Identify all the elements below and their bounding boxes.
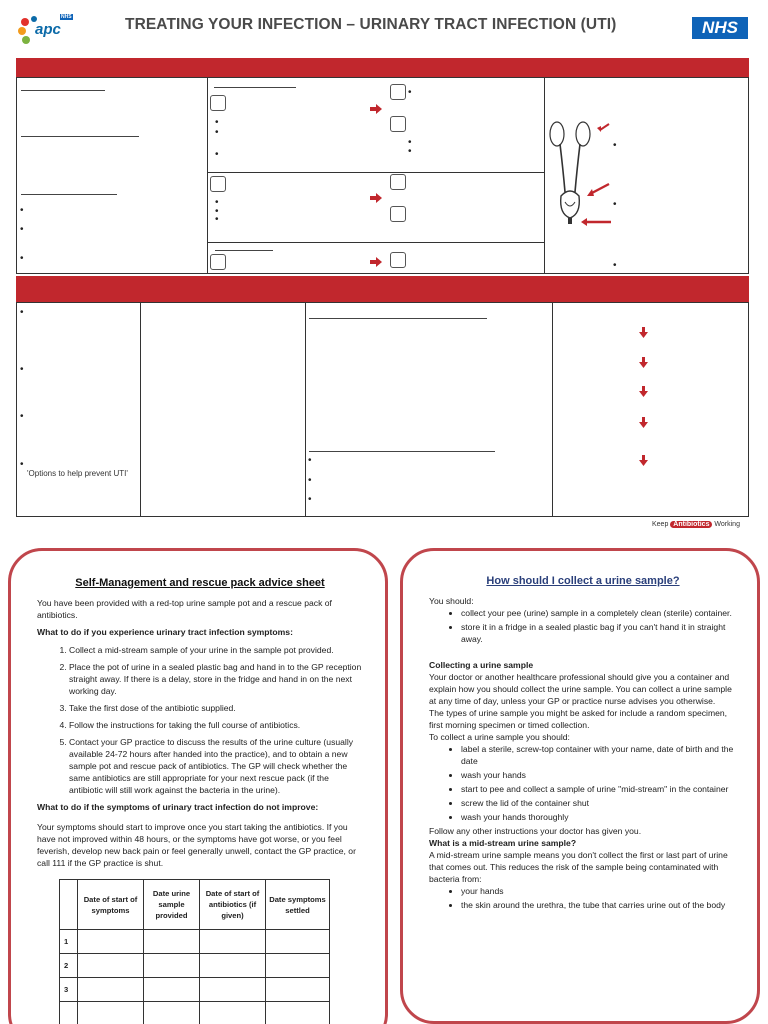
arrow-right-icon (370, 257, 382, 267)
list-item: • label a sterile, screw-top container with your name, date of birth and the date (461, 743, 737, 767)
arrow-down-icon (639, 386, 648, 397)
nhs-logo: NHS (692, 17, 748, 39)
checkbox[interactable] (390, 84, 406, 100)
list-item: • your hands (461, 885, 737, 897)
urinary-tract-icon (545, 114, 615, 234)
arrow-down-icon (639, 417, 648, 428)
table-row: 2 (60, 954, 330, 978)
checkbox[interactable] (210, 254, 226, 270)
list-item: • collect your pee (urine) sample in a completely clean (sterile) container. (461, 607, 737, 619)
list-item: 5. Contact your GP practice to discuss the results of the urine culture (usually available 24-72 hours after handed into the practice), and to obtain a new sample pot and rescue pack of antibiotics. The GP will check whether the same antibiotics are still appropriate for your next rescue pack (if the antibiotic will still work against the bacteria in the urine). (69, 736, 363, 796)
list-item: 3. Take the first dose of the antibiotic supplied. (69, 702, 363, 714)
keep-antibiotics-working-logo: Keep Antibiotics Working (652, 521, 740, 528)
list-item: 2. Place the pot of urine in a sealed plastic bag and hand in to the GP reception straight away. If there is a delay, store in the fridge and hand in on the next working day. (69, 661, 363, 697)
list-item: • wash your hands (461, 769, 737, 781)
urine-sample-card (400, 548, 760, 1024)
self-management-card (8, 548, 388, 1024)
arrow-down-icon (639, 455, 648, 466)
checkbox[interactable] (390, 174, 406, 190)
logo-badge: NHS (61, 14, 72, 20)
page-title: TREATING YOUR INFECTION – URINARY TRACT INFECTION (UTI) (125, 16, 617, 33)
logo-text: apc (35, 21, 61, 38)
table-row (60, 1002, 330, 1024)
collecting-heading: Collecting a urine sample (429, 660, 534, 670)
table-header: Date symptoms settled (266, 880, 330, 930)
list-item: • wash your hands thoroughly (461, 811, 737, 823)
steps-list (37, 644, 363, 796)
bacteria-list (429, 885, 737, 911)
options-note: 'Options to help prevent UTI' (27, 469, 128, 478)
collect-list (429, 743, 737, 823)
intro-text: You have been provided with a red-top urine sample pot and a rescue pack of antibiotics. (37, 598, 332, 620)
arrow-right-icon (370, 193, 382, 203)
table-row: 1 (60, 930, 330, 954)
collecting-text: Your doctor or another healthcare professional should give you a container and explain how you should collect the urine sample. You can collect a urine sample at any time of day, unless your GP or practice nurse advises you otherwise. (429, 672, 732, 706)
table-row: 3 (60, 978, 330, 1002)
list-item: 1. Collect a mid-stream sample of your urine in the sample pot provided. (69, 644, 363, 656)
symptom-tracker-table (59, 879, 330, 1024)
top-form-box: • • • • • • • • • • • • • • • (16, 77, 749, 274)
list-item: • the skin around the urethra, the tube that carries urine out of the body (461, 899, 737, 911)
should-list (429, 607, 737, 645)
list-item: • start to pee and collect a sample of urine "mid-stream" in the container (461, 783, 737, 795)
symptoms-heading: What to do if you experience urinary tract infection symptoms: (37, 627, 293, 637)
table-header: Date of start of symptoms (78, 880, 144, 930)
checkbox[interactable] (390, 206, 406, 222)
urine-sample-title: How should I collect a urine sample? (486, 575, 680, 587)
middle-form-box: • • • • 'Options to help prevent UTI' • • • (16, 302, 749, 517)
list-item: • screw the lid of the container shut (461, 797, 737, 809)
arrow-down-icon (639, 327, 648, 338)
arrow-right-icon (370, 104, 382, 114)
section-header-bar-2 (16, 276, 749, 302)
checkbox[interactable] (210, 95, 226, 111)
section-header-bar-1 (16, 58, 749, 77)
list-item: • store it in a fridge in a sealed plastic bag if you can't hand it in straight away. (461, 621, 737, 645)
you-should-text: You should: (429, 596, 474, 606)
list-item: 4. Follow the instructions for taking the full course of antibiotics. (69, 719, 363, 731)
types-text: The types of urine sample you might be asked for include a random specimen, first morning specimen or timed collection. (429, 708, 728, 730)
table-header: Date urine sample provided (144, 880, 200, 930)
self-management-title: Self-Management and rescue pack advice sheet (75, 577, 325, 589)
not-improve-text: Your symptoms should start to improve once you start taking the antibiotics. If you have not improved within 48 hours, or the symptoms have got worse, or you feel feverish, develop new back pain or feel generally unwell, contact the GP practice, or call 111 if the GP practice is shut. (37, 822, 356, 868)
apc-logo (18, 12, 78, 48)
follow-text: Follow any other instructions your doctor has given you. (429, 826, 642, 836)
checkbox[interactable] (210, 176, 226, 192)
not-improve-heading: What to do if the symptoms of urinary tract infection do not improve: (37, 802, 319, 812)
midstream-heading: What is a mid-stream urine sample? (429, 838, 577, 848)
midstream-text: A mid-stream urine sample means you don't collect the first or last part of urine that comes out. This reduces the risk of the sample being contaminated with bacteria from: (429, 850, 728, 884)
checkbox[interactable] (390, 252, 406, 268)
table-header: Date of start of antibiotics (if given) (200, 880, 266, 930)
arrow-down-icon (639, 357, 648, 368)
checkbox[interactable] (390, 116, 406, 132)
to-collect-text: To collect a urine sample you should: (429, 732, 570, 742)
